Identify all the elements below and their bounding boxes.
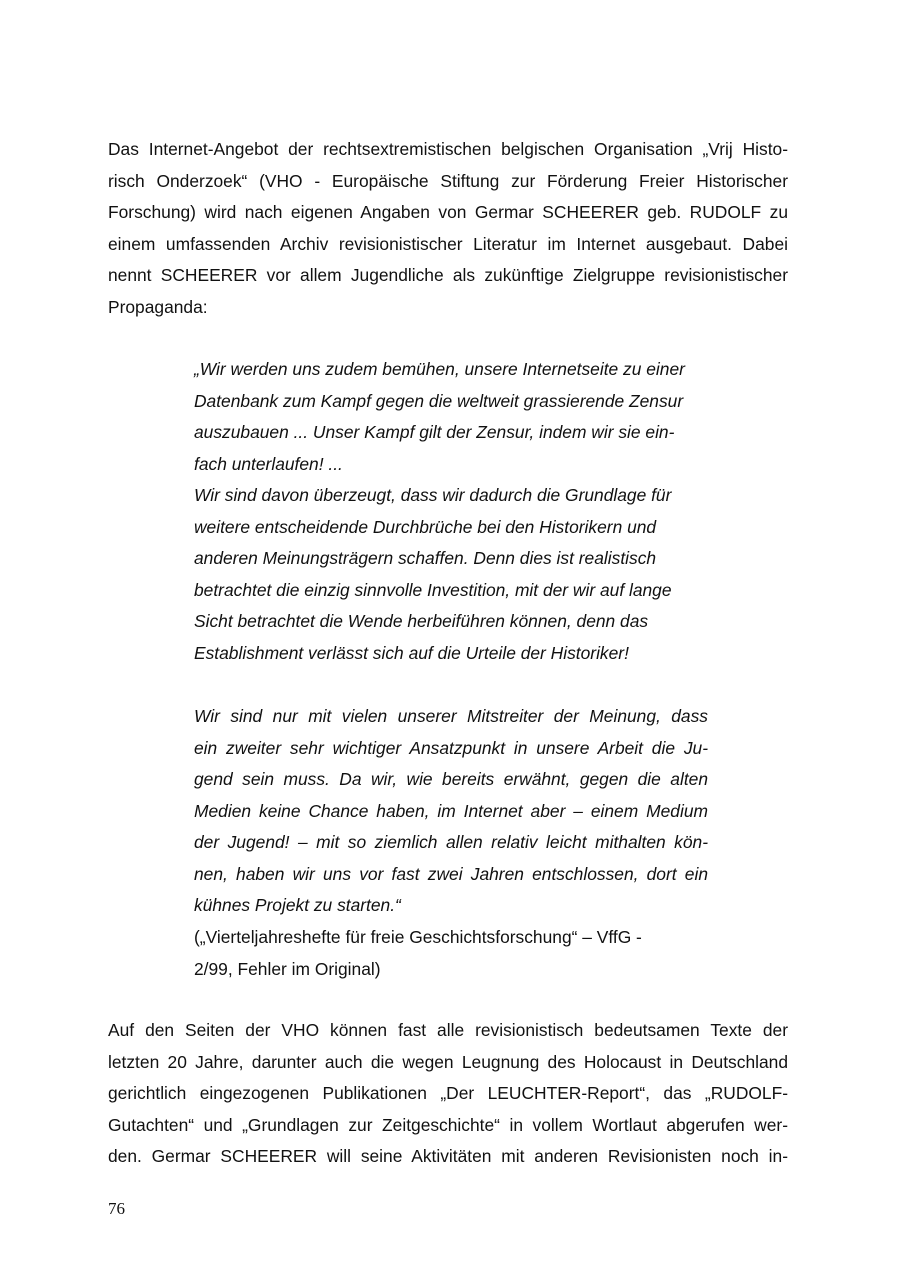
quote-line: gend sein muss. Da wir, wie bereits erwähnt, gegen die alten: [194, 769, 708, 789]
quote-line: kühnes Projekt zu starten.“: [194, 895, 401, 915]
text-line: gerichtlich eingezogenen Publikationen „Der LEUCHTER-Report“, das „RUDOLF-: [108, 1083, 788, 1103]
quote-line: anderen Meinungsträgern schaffen. Denn dies ist realistisch: [194, 548, 657, 568]
text-line: Propaganda:: [108, 296, 208, 317]
quote-line: fach unterlaufen! ...: [194, 453, 343, 474]
quote-line: Datenbank zum Kampf gegen die weltweit grassierende Zensur: [194, 390, 684, 411]
quote-line: „Wir werden uns zudem bemühen, unsere Internetseite zu einer: [194, 359, 685, 379]
quote-line: auszubauen ... Unser Kampf gilt der Zensur, indem wir sie ein-: [194, 422, 675, 442]
quote-line: der Jugend! – mit so ziemlich allen relativ leicht mithalten kön-: [194, 832, 708, 852]
text-line: einem umfassenden Archiv revisionistischer Literatur im Internet ausgebaut. Dabei: [108, 233, 788, 254]
closing-paragraph: [108, 1015, 788, 1173]
text-line: Auf den Seiten der VHO können fast alle revisionistisch bedeutsamen Texte der: [108, 1020, 788, 1040]
quote-line: Wir sind davon überzeugt, dass wir dadurch die Grundlage für: [194, 485, 672, 505]
quote-line: betrachtet die einzig sinnvolle Investition, mit der wir auf lange: [194, 579, 672, 600]
quote-line: weitere entscheidende Durchbrüche bei den Historikern und: [194, 516, 657, 537]
block-quote-part-1: [194, 354, 707, 669]
text-line: nennt SCHEERER vor allem Jugendliche als zukünftige Zielgruppe revisionistischer: [108, 265, 788, 285]
quote-citation: [194, 922, 714, 985]
text-line: risch Onderzoek“ (VHO - Europäische Stiftung zur Förderung Freier Historischer: [108, 170, 788, 191]
text-line: Gutachten“ und „Grundlagen zur Zeitgeschichte“ in vollem Wortlaut abgerufen wer-: [108, 1114, 788, 1135]
quote-line: Sicht betrachtet die Wende herbeiführen können, denn das: [194, 611, 649, 631]
text-line: letzten 20 Jahre, darunter auch die wegen Leugnung des Holocaust in Deutschland: [108, 1051, 788, 1072]
intro-paragraph: [108, 134, 788, 323]
quote-line: ein zweiter sehr wichtiger Ansatzpunkt in unsere Arbeit die Ju-: [194, 737, 708, 758]
citation-line: („Vierteljahreshefte für freie Geschichtsforschung“ – VffG -: [194, 927, 642, 947]
text-line: Forschung) wird nach eigenen Angaben von Germar SCHEERER geb. RUDOLF zu: [108, 202, 788, 222]
quote-line: Medien keine Chance haben, im Internet aber – einem Medium: [194, 800, 708, 821]
text-line: Das Internet-Angebot der rechtsextremistischen belgischen Organisation „Vrij Histo-: [108, 139, 788, 159]
text-line: den. Germar SCHEERER will seine Aktivitäten mit anderen Revisionisten noch in-: [108, 1146, 788, 1166]
quote-line: Wir sind nur mit vielen unserer Mitstreiter der Meinung, dass: [194, 706, 708, 726]
quote-line: Establishment verlässt sich auf die Urteile der Historiker!: [194, 642, 629, 663]
block-quote-part-2: [194, 701, 708, 922]
page-number: 76: [108, 1199, 125, 1218]
citation-line: 2/99, Fehler im Original): [194, 958, 381, 979]
quote-line: nen, haben wir uns vor fast zwei Jahren entschlossen, dort ein: [194, 863, 708, 884]
